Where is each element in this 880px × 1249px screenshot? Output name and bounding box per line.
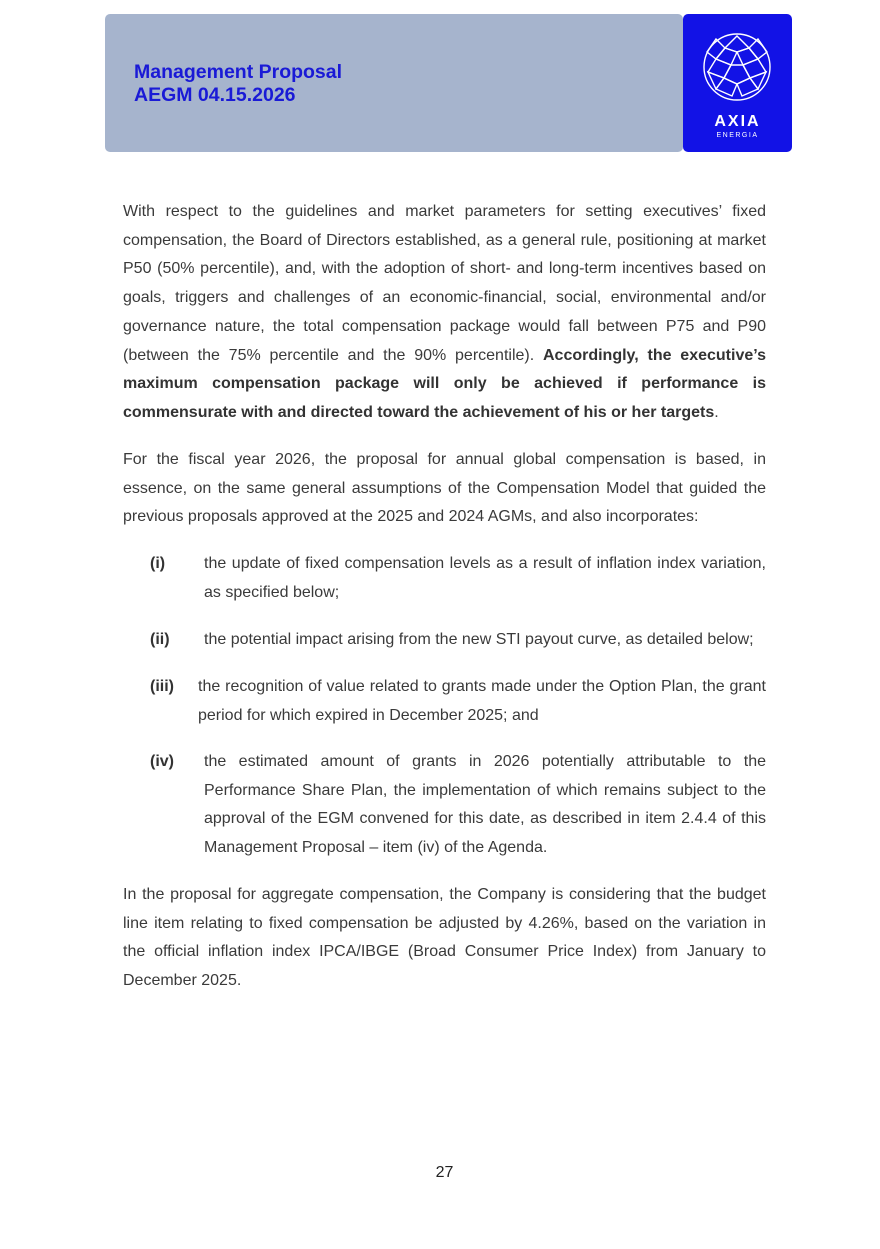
document-title: [134, 61, 342, 107]
list-item-number: (iii): [150, 678, 174, 695]
company-logo: [683, 14, 792, 152]
paragraph-fiscal-year: For the fiscal year 2026, the proposal for annual global compensation is based, in essence, on the same general assumptions of the Compensation Model that guided the previous proposals approved at the 2025 and 2024 AGMs, and also incorporates:: [123, 451, 766, 526]
list-item-text: the estimated amount of grants in 2026 potentially attributable to the Performance Share Plan, the implementation of which remains subject to the approval of the EGM convened for this date, as described in item 2.4.4 of this Management Proposal – item (iv) of the Agenda.: [204, 753, 766, 857]
paragraph-1-end: .: [714, 403, 719, 421]
list-item-number: (i): [150, 555, 166, 572]
logo-wordmark: AXIA: [714, 113, 761, 130]
paragraph-1-text: With respect to the guidelines and market parameters for setting executives’ fixed compensation, the Board of Directors established, as a general rule, positioning at market P50 (50% percentile), and, with the adoption of short- and long-term incentives based on goals, triggers and challenges of an economic-financial, social, environmental and/or governance nature, the total compensation package would fall between P75 and P90 (between the 75% percentile and the 90% percentile).: [123, 203, 766, 364]
document-title-line-2: AEGM 04.15.2026: [134, 84, 296, 106]
globe-icon: [702, 32, 772, 102]
list-item-number: (iv): [150, 753, 174, 770]
paragraph-1-bold-text: Accordingly, the executive’s maximum compensation package will only be achieved if performance is commensurate with and directed toward the achievement of his or her targets: [123, 346, 766, 421]
list-item-text: the update of fixed compensation levels as a result of inflation index variation, as specified below;: [204, 555, 766, 601]
list-item-text: the potential impact arising from the new STI payout curve, as detailed below;: [204, 631, 754, 648]
page-number: 27: [435, 1164, 454, 1181]
list-item-number: (ii): [150, 631, 170, 648]
paragraph-aggregate-compensation: In the proposal for aggregate compensation, the Company is considering that the budget line item relating to fixed compensation be adjusted by 4.26%, based on the variation in the official inflation index IPCA/IBGE (Broad Consumer Price Index) from January to December 2025.: [123, 886, 766, 990]
paragraph-compensation-guidelines: [123, 198, 766, 428]
list-item-text: the recognition of value related to grants made under the Option Plan, the grant period for which expired in December 2025; and: [198, 678, 766, 724]
logo-subtitle: ENERGIA: [716, 132, 759, 139]
document-title-line-1: Management Proposal: [134, 61, 343, 83]
